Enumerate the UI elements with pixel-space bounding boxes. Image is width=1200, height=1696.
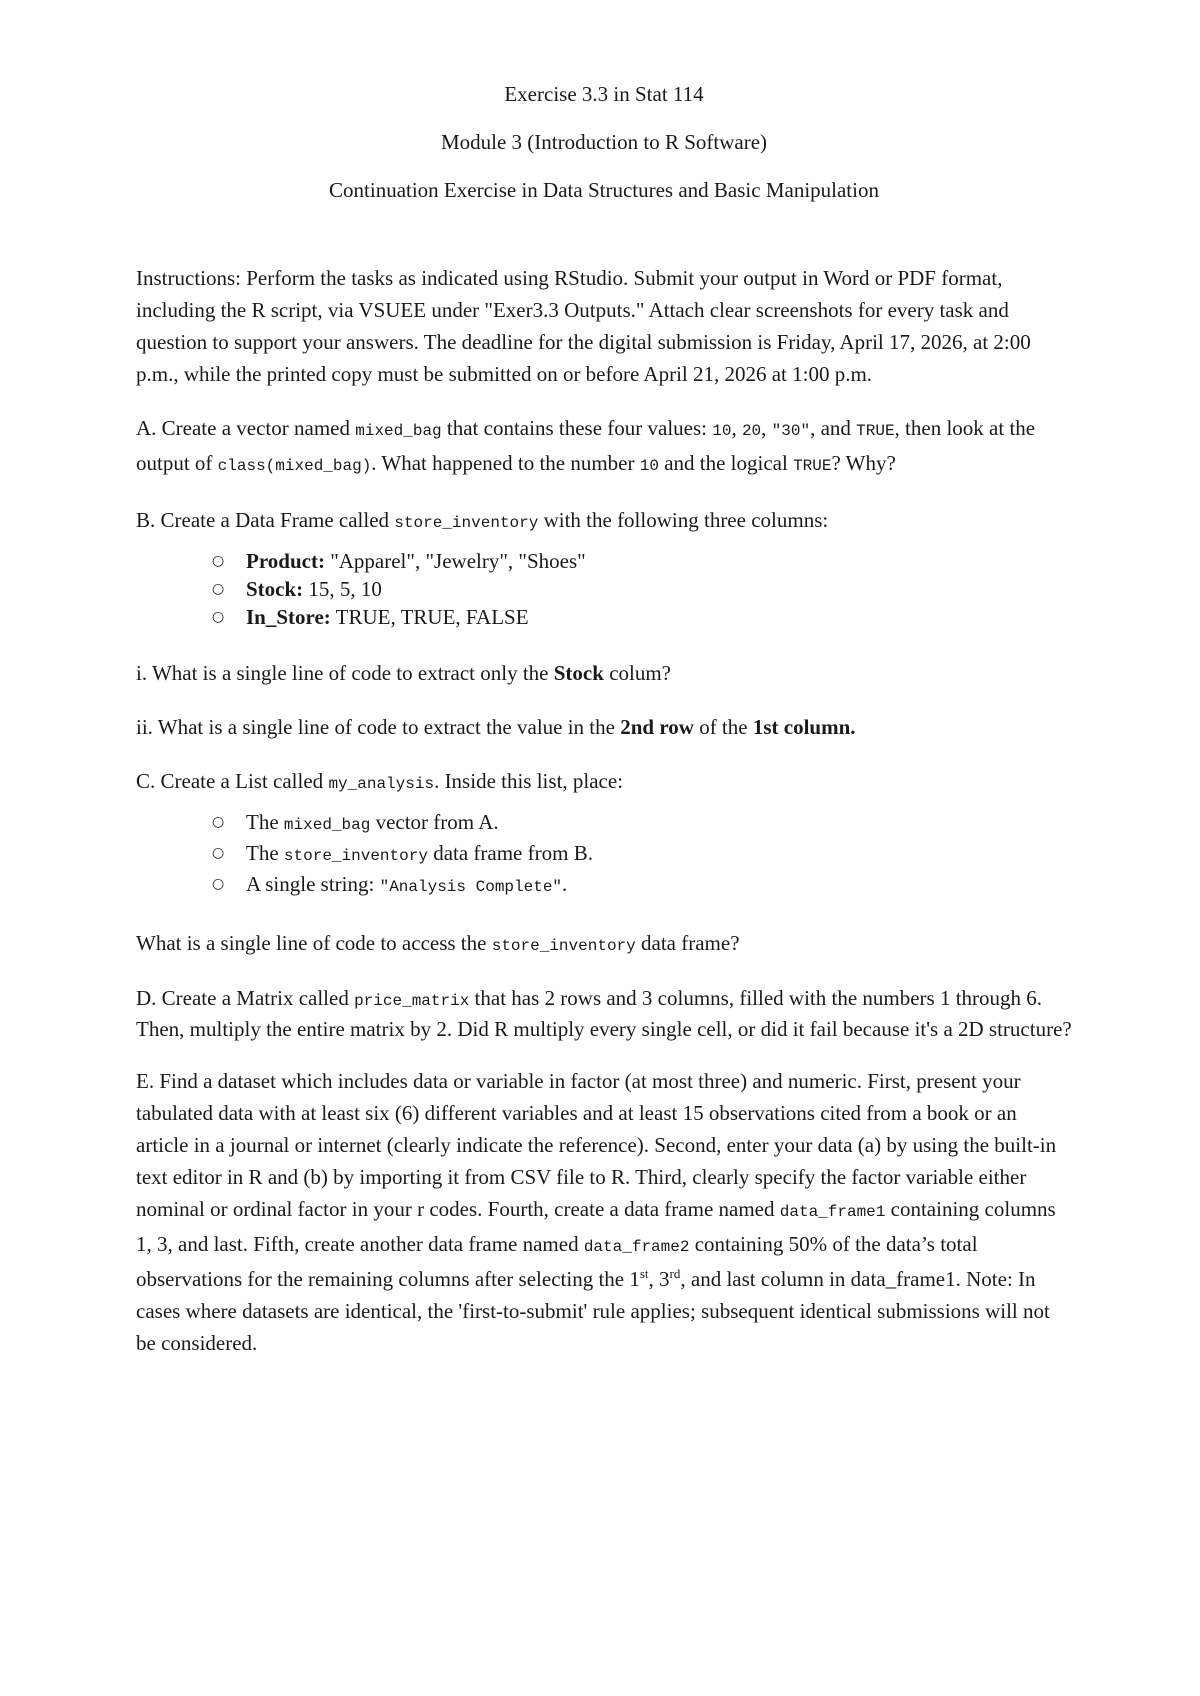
question-text: of the <box>693 715 753 739</box>
list-contents <box>136 808 1072 901</box>
task-a-text: , <box>731 416 742 440</box>
list-item <box>212 808 1072 839</box>
exercise-subtitle: Continuation Exercise in Data Structures and Basic Manipulation <box>329 178 879 202</box>
code-value: TRUE <box>793 457 832 475</box>
circle-bullet-icon: ○ <box>212 553 225 569</box>
task-d-text: D. Create a Matrix called <box>136 986 355 1010</box>
circle-bullet-icon: ○ <box>212 581 225 597</box>
code-value: 10 <box>639 457 659 475</box>
code-store-inventory: store_inventory <box>394 514 539 532</box>
task-c-text: C. Create a List called <box>136 769 329 793</box>
item-text: The <box>246 810 284 834</box>
circle-bullet-icon: ○ <box>212 845 225 861</box>
list-item <box>212 839 1072 870</box>
task-a-text: , then look at the output of <box>136 416 1036 475</box>
task-a-text: . What happened to the number <box>371 451 640 475</box>
task-b-text: with the following three columns: <box>538 508 829 532</box>
task-b-paragraph <box>136 504 1072 539</box>
task-e-text: containing columns 1, 3, and last. Fifth, create another data frame named <box>136 1197 1056 1256</box>
code-class-call: class(mixed_bag) <box>217 457 372 475</box>
column-name: In_Store: <box>246 605 331 629</box>
task-e-text: containing 50% of the data’s total observations for the remaining columns after selecting the 1 <box>136 1232 978 1291</box>
task-a-text: and the logical <box>658 451 794 475</box>
exercise-title: Exercise 3.3 in Stat 114 <box>504 82 704 106</box>
task-a-text: ? Why? <box>831 451 896 475</box>
item-code: mixed_bag <box>283 816 371 834</box>
task-b-question-ii <box>136 711 1072 743</box>
item-text: data frame from B. <box>427 841 593 865</box>
circle-bullet-icon: ○ <box>212 814 225 830</box>
question-text: colum? <box>603 661 671 685</box>
task-b-text: B. Create a Data Frame called <box>136 508 395 532</box>
list-item <box>212 547 1072 575</box>
task-a-text: , <box>761 416 772 440</box>
list-item <box>212 870 1072 901</box>
question-text: data frame? <box>635 931 740 955</box>
code-value: "30" <box>771 422 811 440</box>
instructions-paragraph: Instructions: Perform the tasks as indicated using RStudio. Submit your output in Word or PDF format, including the R script, via VSUEE under "Exer3.3 Outputs." Attach clear screenshots for every task and question to support your answers. The deadline for the digital submission is Friday, April 17, 2026, at 2:00 p.m., while the printed copy must be submitted on or before April 21, 2026 at 1:00 p.m. <box>136 266 1031 386</box>
question-text: ii. What is a single line of code to extract the value in the <box>136 715 621 739</box>
code-price-matrix: price_matrix <box>354 992 470 1010</box>
ordinal-suffix: rd <box>669 1266 681 1281</box>
code-data-frame1: data_frame1 <box>779 1203 886 1221</box>
item-text: The <box>246 841 284 865</box>
list-item <box>212 575 1072 603</box>
item-code: "Analysis Complete" <box>379 878 563 896</box>
circle-bullet-icon: ○ <box>212 876 225 892</box>
ordinal-suffix: st <box>639 1266 649 1281</box>
task-a-paragraph <box>136 412 1072 482</box>
code-value: TRUE <box>856 422 895 440</box>
task-c-text: . Inside this list, place: <box>434 769 624 793</box>
task-b-question-i <box>136 657 1072 689</box>
column-values: TRUE, TRUE, FALSE <box>330 605 529 629</box>
task-a-text: A. Create a vector named <box>136 416 356 440</box>
column-name: Product: <box>246 549 325 573</box>
task-e-text: E. Find a dataset which includes data or variable in factor (at most three) and numeric. First, present your tabulated data with at least six (6) different variables and at least 15 observations cited from a book or an article in a journal or internet (clearly indicate the reference). Second, enter your data (a) by using the built-in text editor in R and (b) by importing it from CSV file to R. Third, clearly specify the factor variable either nominal or ordinal factor in your r codes. Fourth, create a data frame named <box>136 1069 1057 1221</box>
code-data-frame2: data_frame2 <box>583 1238 690 1256</box>
column-list <box>136 547 1072 631</box>
question-text: What is a single line of code to access the <box>136 931 492 955</box>
column-name: Stock: <box>246 577 304 601</box>
question-text: i. What is a single line of code to extract only the <box>136 661 554 685</box>
task-e-text: , 3 <box>648 1267 670 1291</box>
item-code: store_inventory <box>491 937 636 955</box>
document-header <box>136 78 1072 206</box>
task-d-text: that has 2 rows and 3 columns, filled with the numbers 1 through 6. Then, multiply the entire matrix by 2. Did R multiply every single cell, or did it fail because it's a 2D structure? <box>136 986 1072 1041</box>
item-text: vector from A. <box>370 810 499 834</box>
task-e-text: , and last column in data_frame1. Note: In cases where datasets are identical, the 'first-to-submit' rule applies; subsequent identical submissions will not be considered. <box>136 1267 1050 1355</box>
item-text: A single string: <box>246 872 380 896</box>
item-code: store_inventory <box>283 847 428 865</box>
code-value: 10 <box>712 422 732 440</box>
task-a-text: , and <box>810 416 857 440</box>
task-a-text: that contains these four values: <box>441 416 713 440</box>
list-item <box>212 603 1072 631</box>
code-mixed-bag: mixed_bag <box>355 422 442 440</box>
question-bold: 1st column. <box>752 715 856 739</box>
task-c-question <box>136 927 1072 962</box>
code-value: 20 <box>741 422 762 440</box>
question-bold: Stock <box>553 661 604 685</box>
item-text: . <box>562 872 568 896</box>
column-values: "Apparel", "Jewelry", "Shoes" <box>324 549 586 573</box>
code-my-analysis: my_analysis <box>328 775 435 793</box>
module-title: Module 3 (Introduction to R Software) <box>440 130 768 154</box>
task-e-paragraph <box>136 1065 1072 1359</box>
question-bold: 2nd row <box>620 715 694 739</box>
task-d-paragraph <box>136 984 1072 1043</box>
column-values: 15, 5, 10 <box>303 577 382 601</box>
task-c-paragraph <box>136 765 1072 800</box>
circle-bullet-icon: ○ <box>212 609 225 625</box>
